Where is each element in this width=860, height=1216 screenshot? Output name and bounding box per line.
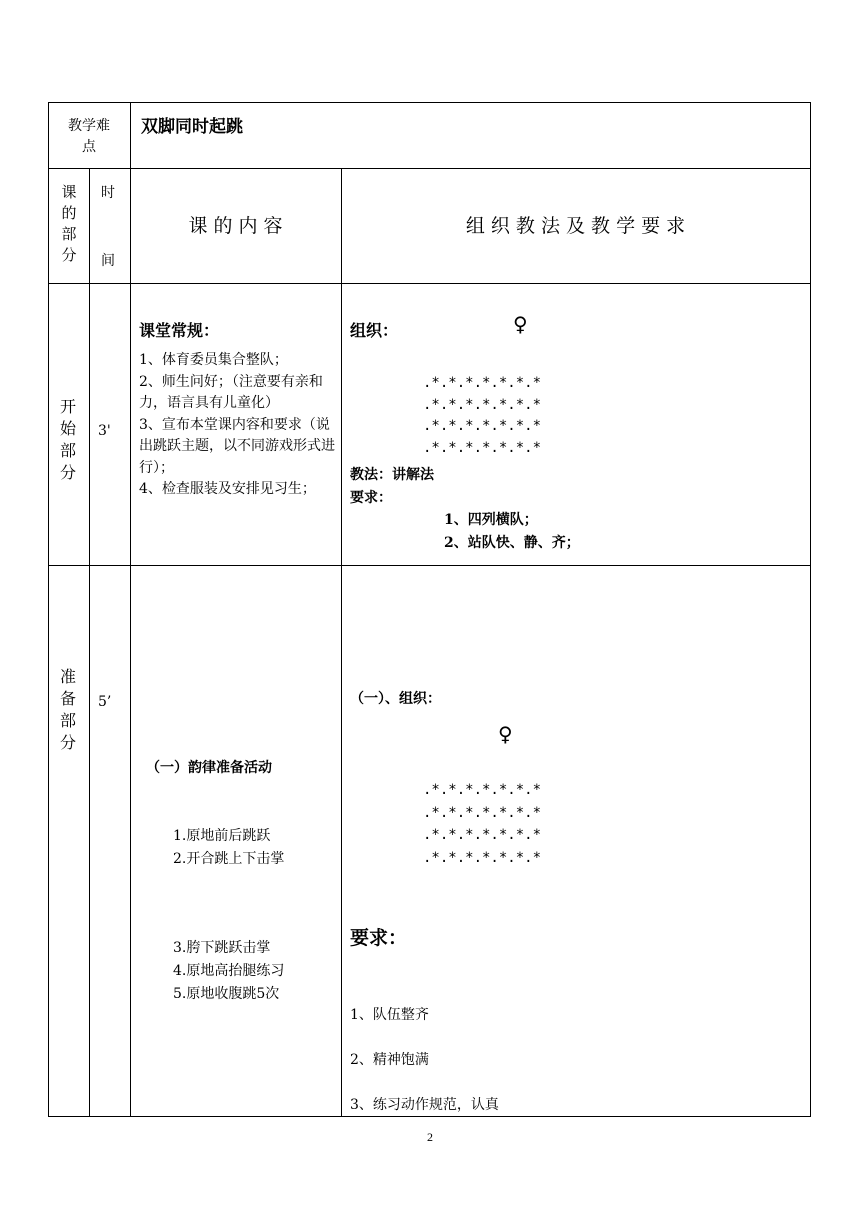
req-item: 1、队伍整齐	[350, 1007, 429, 1023]
section-start-time: 3'	[98, 423, 111, 439]
routine-list	[139, 350, 335, 501]
difficulty-label: 教学难点	[68, 118, 110, 155]
table-border-top	[48, 102, 811, 103]
org-title-start: 组织：	[350, 321, 399, 340]
warmup-list-a	[173, 825, 338, 871]
formation-row: .*.*.*.*.*.*.*	[423, 804, 542, 821]
rhythm-warmup-title: （一）韵律准备活动	[146, 760, 272, 776]
list-item: 5.原地收腹跳5次	[173, 986, 280, 1002]
table-row-divider	[48, 168, 811, 169]
table-row-divider	[48, 283, 811, 284]
formation-row: .*.*.*.*.*.*.*	[423, 439, 542, 456]
table-border-bottom	[48, 1116, 811, 1117]
section-prep-time: 5’	[98, 694, 112, 710]
list-item: 1、体育委员集合整队；	[139, 352, 288, 368]
section-prep-name: 准备部分	[59, 667, 76, 752]
formation-row: .*.*.*.*.*.*.*	[423, 418, 542, 434]
req-item: 2、站队快、静、齐；	[444, 535, 580, 551]
table-col-divider	[341, 168, 342, 1117]
req-title-start: 要求：	[350, 490, 392, 506]
org-title-prep: （一）、组织：	[350, 691, 441, 707]
formation-row: .*.*.*.*.*.*.*	[423, 396, 542, 413]
table-col-divider	[130, 102, 131, 1117]
list-item: 1.原地前后跳跃	[173, 828, 271, 844]
list-item: 2、师生问好；（注意要有亲和力，语言具有儿童化）	[139, 373, 323, 411]
req-item: 2、精神饱满	[350, 1052, 429, 1068]
req-item: 3、练习动作规范，认真	[350, 1097, 499, 1113]
formation-row: .*.*.*.*.*.*.*	[423, 827, 542, 843]
list-item: 4.原地高抬腿练习	[173, 963, 285, 979]
list-item: 3、宣布本堂课内容和要求（说出跳跃主题，以不同游戏形式进行）；	[139, 416, 335, 476]
header-time-bottom: 间	[101, 253, 115, 269]
header-time-top: 时	[101, 185, 115, 201]
header-lesson-part: 课的部分	[61, 183, 77, 264]
teacher-position-icon: ♀	[498, 722, 513, 746]
table-border-right	[810, 102, 811, 1117]
difficulty-value: 双脚同时起跳	[141, 117, 243, 137]
warmup-list-b	[173, 937, 338, 1006]
page-number: 2	[427, 1130, 433, 1144]
formation-row: .*.*.*.*.*.*.*	[423, 849, 542, 866]
header-content: 课 的 内 容	[188, 215, 283, 237]
teacher-position-icon: ♀	[513, 312, 528, 336]
formation-prep	[423, 779, 541, 869]
formation-row: .*.*.*.*.*.*.*	[423, 375, 542, 391]
req-title-prep: 要求：	[350, 927, 408, 949]
table-row-divider	[48, 565, 811, 566]
list-item: 4、检查服装及安排见习生；	[139, 481, 316, 497]
req-item: 1、四列横队；	[444, 512, 538, 528]
formation-row: .*.*.*.*.*.*.*	[423, 782, 542, 798]
section-start-name: 开始部分	[59, 397, 76, 482]
table-col-divider	[89, 168, 90, 1117]
table-border-left	[48, 102, 49, 1117]
routine-title: 课堂常规：	[139, 321, 220, 340]
teaching-method: 教法：讲解法	[350, 467, 434, 483]
list-item: 3.胯下跳跃击掌	[173, 940, 271, 956]
header-organization: 组 织 教 法 及 教 学 要 求	[465, 215, 686, 237]
list-item: 2.开合跳上下击掌	[173, 851, 285, 867]
formation-start	[423, 373, 541, 459]
